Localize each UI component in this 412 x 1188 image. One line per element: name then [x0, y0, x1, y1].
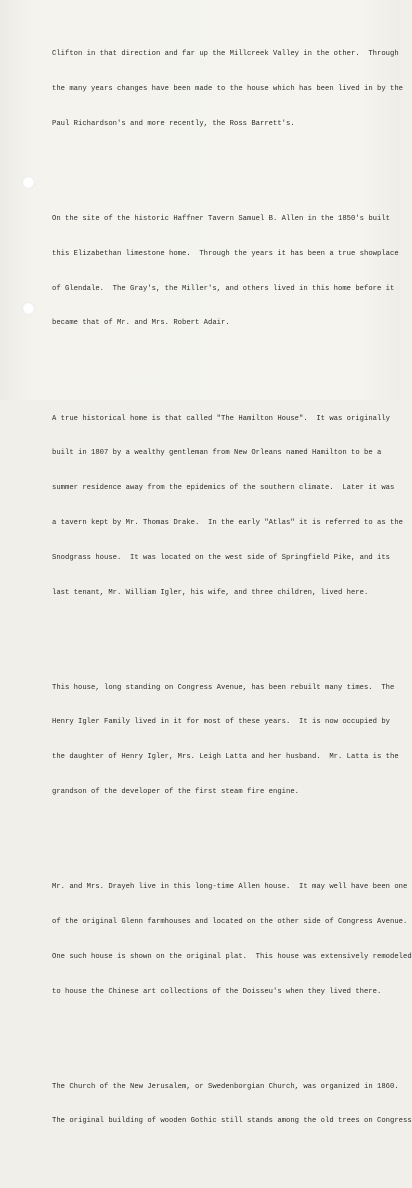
text-line: a tavern kept by Mr. Thomas Drake. In the early "Atlas" it is referred to as the: [52, 518, 403, 527]
text-line: built in 1807 by a wealthy gentleman from New Orleans named Hamilton to be a: [52, 449, 382, 458]
text-line: the many years changes have been made to the house which has been lived in by the: [52, 85, 403, 94]
text-line: Henry Igler Family lived in it for most of these years. It is now occupied by: [52, 718, 390, 727]
text-line: this Elizabethan limestone home. Through the years it has been a true showplace: [52, 249, 399, 258]
text-line: became that of Mr. and Mrs. Robert Adair.: [52, 319, 230, 328]
paragraph: [52, 191, 399, 353]
text-line: Mr. and Mrs. Drayeh live in this long-time Allen house. It may well have been one: [52, 883, 408, 892]
text-line: On the site of the historic Haffner Tavern Samuel B. Allen in the 1850's built: [52, 215, 390, 224]
paragraph: [52, 390, 403, 622]
text-line: Clifton in that direction and far up the Millcreek Valley in the other. Through: [52, 50, 399, 59]
punch-hole: [22, 302, 35, 315]
paragraph: [52, 659, 399, 821]
text-line: last tenant, Mr. William Igler, his wife, and three children, lived here.: [52, 588, 369, 597]
text-line: of the original Glenn farmhouses and located on the other side of Congress Avenue.: [52, 917, 408, 926]
text-line: A true historical home is that called "The Hamilton House". It was originally: [52, 414, 390, 423]
punch-hole: [22, 176, 35, 189]
paragraph: [52, 1058, 412, 1151]
text-line: summer residence away from the epidemics of the southern climate. Later it was: [52, 484, 395, 493]
paragraph: [52, 26, 403, 154]
text-line: grandson of the developer of the first steam fire engine.: [52, 788, 299, 796]
text-line: of Glendale. The Gray's, the Miller's, and others lived in this home before it: [52, 284, 395, 293]
text-line: Paul Richardson's and more recently, the Ross Barrett's.: [52, 119, 295, 128]
text-line: Snodgrass house. It was located on the west side of Springfield Pike, and its: [52, 553, 390, 562]
text-line: to house the Chinese art collections of the Doisseu's when they lived there.: [52, 987, 382, 996]
paragraph: [52, 859, 412, 1021]
text-line: The Church of the New Jerusalem, or Swedenborgian Church, was organized in 1860.: [52, 1082, 399, 1091]
text-line: This house, long standing on Congress Avenue, has been rebuilt many times. The: [52, 683, 395, 692]
text-line: One such house is shown on the original plat. This house was extensively remodeled: [52, 952, 412, 961]
text-line: the daughter of Henry Igler, Mrs. Leigh Latta and her husband. Mr. Latta is the: [52, 753, 399, 762]
typed-text-body: [52, 0, 412, 1188]
text-line: The original building of wooden Gothic still stands among the old trees on Congress: [52, 1117, 412, 1126]
